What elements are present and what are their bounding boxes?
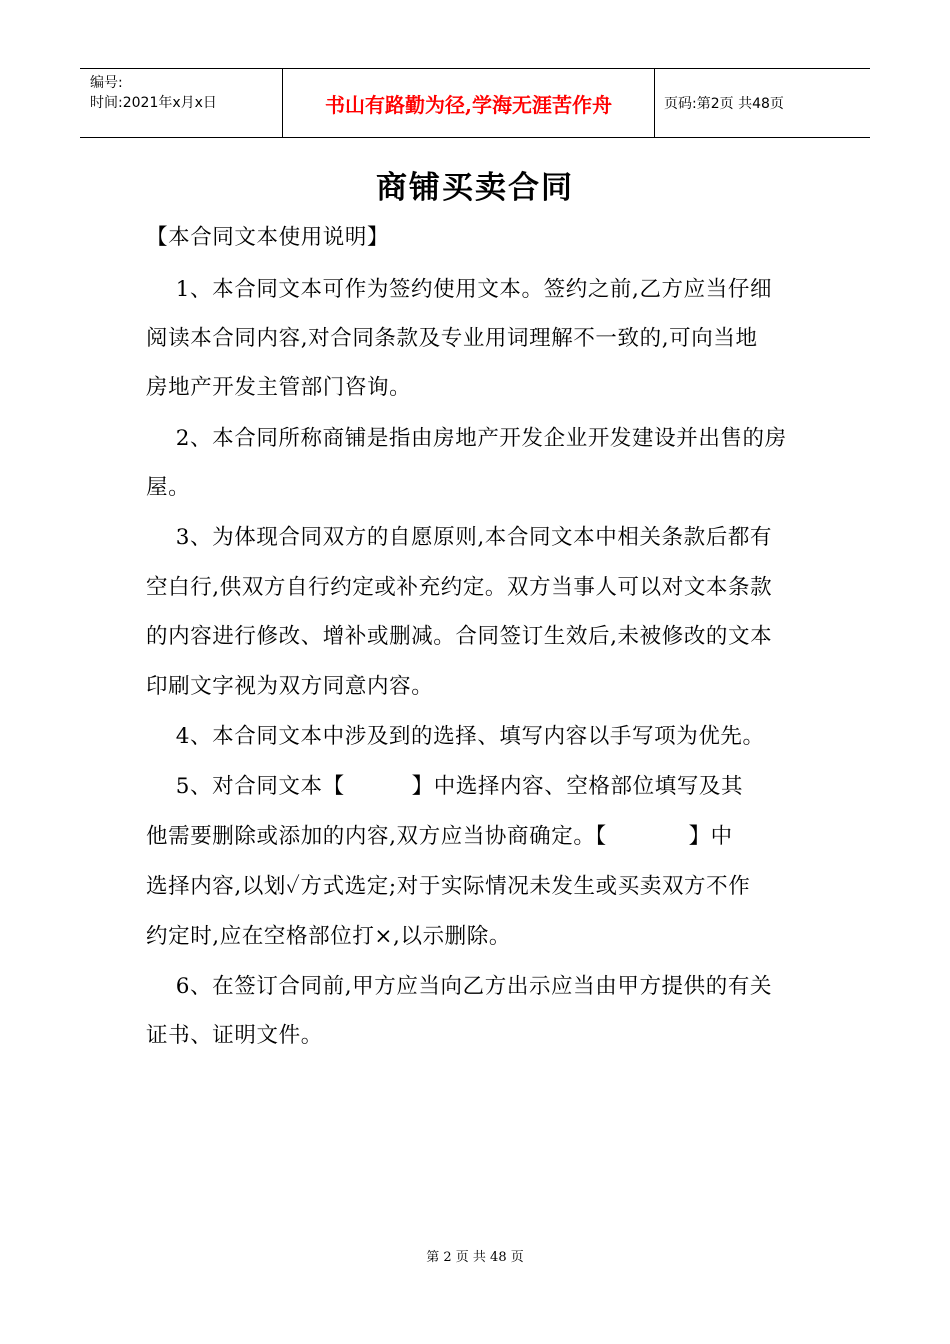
body-line: 5、对合同文本【 】中选择内容、空格部位填写及其 [146,774,744,799]
body-line: 的内容进行修改、增补或删减。合同签订生效后,未被修改的文本 [146,624,773,649]
body-line: 6、在签订合同前,甲方应当向乙方出示应当由甲方提供的有关 [146,974,773,999]
header-motto: 书山有路勤为径,学海无涯苦作舟 [282,69,655,137]
number-label: 编号: [90,75,123,91]
page-footer: 第 2 页 共 48 页 [426,1250,524,1265]
body-line: 证书、证明文件。 [146,1023,323,1048]
header-page-info: 页码:第2页 共48页 [664,96,784,112]
body-line: 4、本合同文本中涉及到的选择、填写内容以手写项为优先。 [146,724,765,749]
date-label: 时间:2021年x月x日 [90,95,217,111]
header-meta [80,69,282,137]
body-line: 1、本合同文本可作为签约使用文本。签约之前,乙方应当仔细 [146,277,773,302]
body-line: 【本合同文本使用说明】 [146,225,390,250]
body-line: 2、本合同所称商铺是指由房地产开发企业开发建设并出售的房 [146,426,787,451]
header-table [80,68,870,138]
body-line: 房地产开发主管部门咨询。 [146,375,412,400]
body-line: 印刷文字视为双方同意内容。 [146,674,434,699]
body-line: 他需要删除或添加的内容,双方应当协商确定。【 】中 [146,824,733,849]
body-line: 选择内容,以划✓方式选定;对于实际情况未发生或买卖双方不作 [146,874,751,899]
body-line: 屋。 [146,475,191,500]
body-line: 3、为体现合同双方的自愿原则,本合同文本中相关条款后都有 [146,525,773,550]
body-line: 约定时,应在空格部位打×,以示删除。 [146,924,511,949]
body-line: 空白行,供双方自行约定或补充约定。双方当事人可以对文本条款 [146,575,773,600]
document-title: 商铺买卖合同 [376,170,574,206]
body-line: 阅读本合同内容,对合同条款及专业用词理解不一致的,可向当地 [146,326,758,351]
